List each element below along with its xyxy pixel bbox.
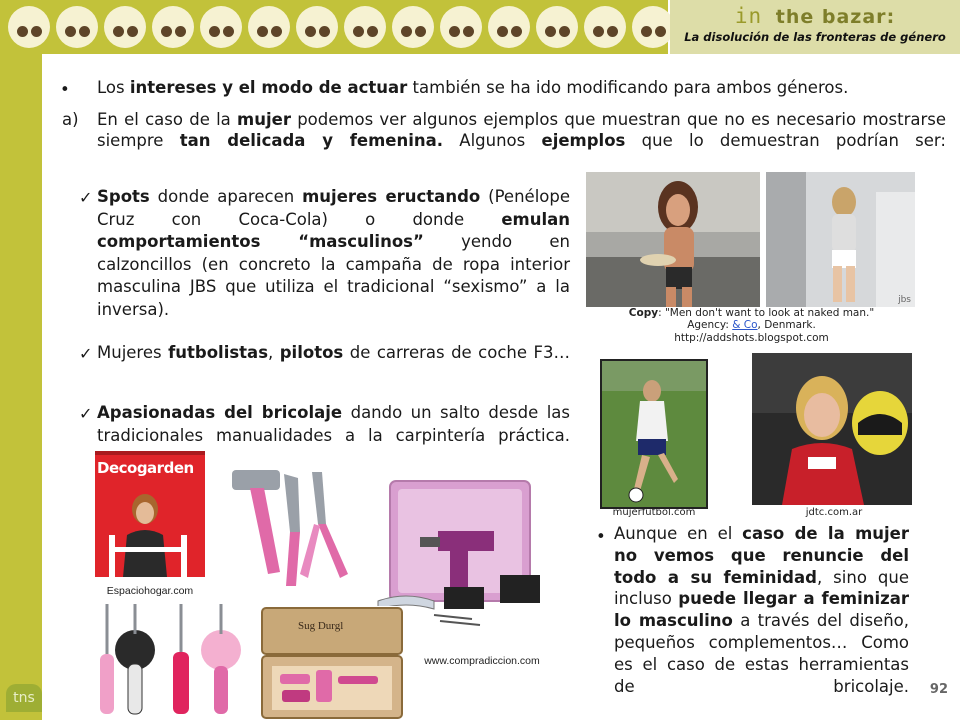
checkmark-icon: ✓ [79, 344, 93, 363]
agency-link[interactable]: & Co [732, 319, 758, 331]
decorative-circle [392, 6, 434, 48]
item-a-text: En el caso de la mujer podemos ver algunos ejemplos que muestran que no es necesario mostrarse siempre tan delicada y femenina. Algunos ejemplos que lo demuestran podrían ser: [97, 110, 946, 150]
page-subtitle: La disolución de las fronteras de género [684, 30, 946, 44]
femininity-bullet: Aunque en el caso de la mujer no vemos que renuncie del todo a su feminidad, sino que incluso puede llegar a feminizar lo masculino a través del diseño, pequeños complementos… Como es el caso de estas herramientas de bricolaje. [614, 524, 910, 696]
decorative-circle [152, 6, 194, 48]
decogarden-photo [95, 451, 205, 577]
brand-the-bazar: the bazar [775, 6, 887, 28]
sports-item: Mujeres futbolistas, pilotos de carreras de coche F3… [97, 343, 570, 362]
decogarden-logo: Decogarden [97, 459, 194, 477]
spots-item: Spots donde aparecen mujeres eructando (Penélope Cruz con Coca-Cola) o donde emulan comportamientos “masculinos” yendo en calzoncillos (en concreto la campaña de ropa interior masculina JBS que utiliza el tradicional “sexismo” a la inversa). [97, 187, 570, 319]
left-accent-bar [0, 0, 42, 720]
ad-agency-caption: Agency: & Co, Denmark. [687, 319, 816, 331]
decorative-circle [56, 6, 98, 48]
decorative-circle [200, 6, 242, 48]
diy-item: Apasionadas del bricolaje dando un salto desde las tradicionales manualidades a la carpintería práctica. [97, 403, 570, 445]
decorative-circle [344, 6, 386, 48]
checkmark-icon: ✓ [79, 404, 93, 423]
header-band [0, 0, 668, 54]
mujerfutbol-caption: mujerfutbol.com [612, 507, 696, 518]
ad-source-url: http://addshots.blogspot.com [674, 332, 829, 344]
checkmark-icon: ✓ [79, 188, 93, 207]
decorative-circle [584, 6, 626, 48]
item-a-marker: a) [62, 110, 79, 129]
ad-photo-model [586, 172, 760, 307]
ad-copy-caption: Copy: "Men don't want to look at naked man." [628, 307, 875, 319]
pink-drill-photo [376, 479, 556, 627]
jdtc-caption: jdtc.com.ar [805, 507, 863, 518]
decorative-circle [8, 6, 50, 48]
intro-bullet: Los intereses y el modo de actuar también se ha ido modificando para ambos géneros. [97, 78, 849, 97]
decorative-circle [536, 6, 578, 48]
fluffy-screwdrivers-photo [95, 604, 245, 718]
brand-title [670, 4, 960, 28]
compradiccion-caption: www.compradiccion.com [424, 655, 540, 667]
decorative-circle [440, 6, 482, 48]
soccer-player-photo [600, 359, 708, 509]
pink-tools-photo [228, 462, 360, 590]
bullet-marker: • [596, 527, 606, 546]
decorative-circle [488, 6, 530, 48]
bullet-marker: • [60, 80, 70, 99]
brand-colon: : [886, 6, 896, 28]
tns-logo: tns [6, 684, 42, 712]
ad-photo-underwear [766, 172, 915, 307]
tool-case-label: Sug Durgl [298, 620, 344, 632]
brand-in: in [734, 4, 763, 28]
decorative-circle [296, 6, 338, 48]
header-title-box [670, 0, 960, 54]
espaciohogar-caption: Espaciohogar.com [106, 585, 194, 597]
decorative-circle [104, 6, 146, 48]
page-number: 92 [929, 682, 948, 697]
race-driver-photo [752, 353, 912, 505]
tool-case-photo [258, 606, 406, 720]
decorative-circle [632, 6, 674, 48]
decorative-circle [248, 6, 290, 48]
jbs-watermark: jbs [898, 295, 911, 305]
